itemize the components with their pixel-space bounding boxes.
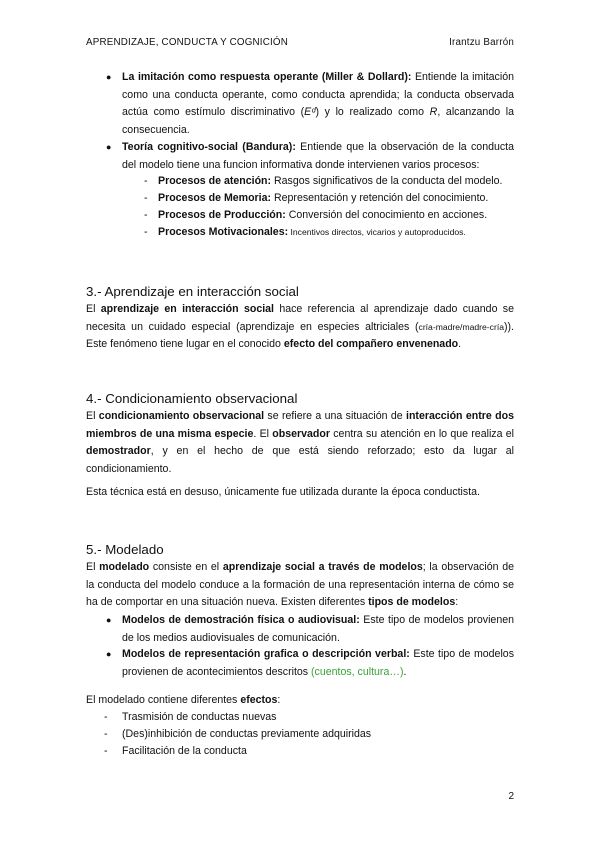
dash-marker: -	[104, 711, 108, 723]
dash-marker: -	[144, 226, 148, 238]
bullet-icon: ●	[106, 142, 112, 152]
bullet-icon: ●	[106, 72, 112, 82]
section4-paragraph: El condicionamiento observacional se refiere a una situación de interacción entre dos miembros de una misma especie. El observador centra su atención en lo que realiza el demostrador, y en el hecho de que está siendo reforzado; esto da lugar al condicionamiento.	[86, 410, 515, 475]
dash-marker: -	[104, 728, 108, 740]
effects-intro: El modelado contiene diferentes efectos:	[86, 694, 281, 706]
examples-highlight: (cuentos, cultura…)	[311, 665, 404, 678]
section4-note: Esta técnica está en desuso, únicamente fue utilizada durante la época conductista.	[86, 486, 480, 498]
section-heading-3: 3.- Aprendizaje en interacción social	[86, 284, 299, 299]
dash-marker: -	[144, 175, 148, 187]
bullet-icon: ●	[106, 649, 112, 659]
effect-item: Facilitación de la conducta	[122, 745, 247, 757]
theory-bandura: Teoría cognitivo-social (Bandura): Entiende que la observación de la conducta del modelo tiene una funcion informativa donde intervienen varios procesos:	[122, 141, 515, 171]
dash-marker: -	[144, 192, 148, 204]
theory-operant: La imitación como respuesta operante (Miller & Dollard): Entiende la imitación como una conducta operante, como conducta aprendida; la conducta observada actúa como estímulo discriminativo (Eᵈ) y lo realizado como R, alcanzando la consecuencia.	[122, 71, 515, 136]
process-item: Procesos de atención: Rasgos significativos de la conducta del modelo.	[158, 175, 503, 187]
header-title: APRENDIZAJE, CONDUCTA Y COGNICIÓN	[86, 37, 289, 48]
section-heading-5: 5.- Modelado	[86, 542, 164, 557]
process-item: Procesos de Producción: Conversión del conocimiento en acciones.	[158, 209, 488, 221]
symbol-discriminative-stimulus: Eᵈ	[304, 106, 316, 119]
process-item: Procesos de Memoria: Representación y retención del conocimiento.	[158, 192, 489, 204]
section5-paragraph: El modelado consiste en el aprendizaje social a través de modelos; la observación de la conducta del modelo conduce a la formación de una representación interna de cómo se ha de comportar en una situación nueva. Existen diferentes tipos de modelos:	[86, 561, 514, 609]
model-type: Modelos de representación grafica o descripción verbal: Este tipo de modelos provienen de acontecimientos descritos (cuentos, cultura…).	[122, 648, 514, 678]
dash-marker: -	[104, 745, 108, 757]
dash-marker: -	[144, 209, 148, 221]
header-author: Irantzu Barrón	[449, 37, 514, 48]
model-type: Modelos de demostración física o audiovisual: Este tipo de modelos provienen de los medios audiovisuales de comunicación.	[122, 614, 514, 644]
effect-item: Trasmisión de conductas nuevas	[122, 711, 277, 723]
page-number: 2	[508, 791, 514, 802]
bullet-icon: ●	[106, 615, 112, 625]
process-item: Procesos Motivacionales: Incentivos directos, vicarios y autoproducidos.	[158, 226, 466, 238]
symbol-response: R	[429, 106, 438, 119]
section-heading-4: 4.- Condicionamiento observacional	[86, 391, 298, 406]
section3-paragraph: El aprendizaje en interacción social hace referencia al aprendizaje dado cuando se necesita un cuidado especial (aprendizaje en especies altriciales (cría-madre/madre-cría)). Este fenómeno tiene lugar en el conocido efecto del compañero envenenado.	[86, 303, 514, 351]
effect-item: (Des)inhibición de conductas previamente adquiridas	[122, 728, 372, 740]
